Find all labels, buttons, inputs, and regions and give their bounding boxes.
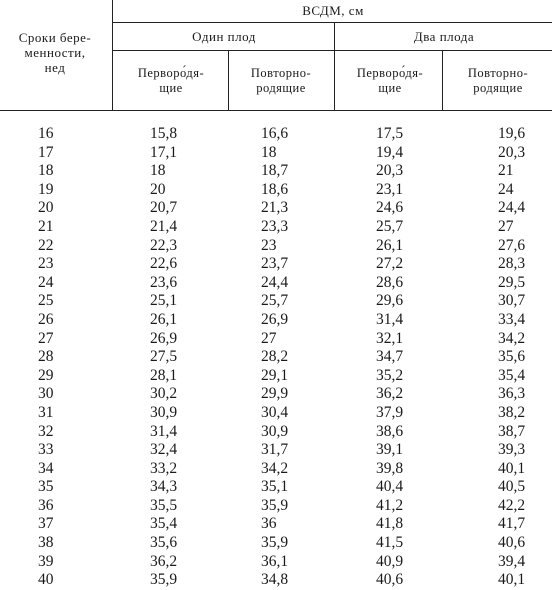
fundal-height-cell: 39,3 [498, 441, 526, 459]
fundal-height-cell: 34,7 [376, 348, 404, 366]
fundal-height-cell: 26,9 [261, 310, 289, 328]
gestation-week-cell: 37 [38, 515, 54, 533]
fundal-height-cell: 20,7 [150, 199, 178, 217]
fundal-height-cell: 40,5 [498, 478, 526, 496]
table-row [0, 478, 552, 497]
fundal-height-cell: 22,6 [150, 255, 178, 273]
fundal-height-cell: 24,4 [261, 273, 289, 291]
fundal-height-cell: 35,6 [498, 348, 526, 366]
gestation-week-cell: 16 [38, 125, 54, 142]
fundal-height-cell: 41,5 [376, 534, 404, 552]
fundal-height-cell: 24,6 [376, 199, 404, 217]
fundal-height-cell: 29,6 [376, 292, 404, 310]
fundal-height-cell: 35,9 [150, 571, 178, 589]
fundal-height-cell: 35,9 [261, 534, 289, 552]
weeks-column-header: Сроки бере- менности, нед [18, 30, 92, 75]
fundal-height-cell: 29,9 [261, 385, 289, 403]
gestation-week-cell: 24 [38, 273, 54, 291]
table-row [0, 571, 552, 590]
fundal-height-cell: 26,1 [376, 236, 404, 254]
header-vertical-divider-main [112, 0, 113, 110]
table-row [0, 497, 552, 516]
fundal-height-cell: 40,1 [498, 459, 526, 477]
header-vertical-divider-groups [334, 22, 335, 110]
gestation-week-cell: 20 [38, 199, 54, 217]
table-row [0, 330, 552, 349]
fundal-height-cell: 28,6 [376, 273, 404, 291]
gestation-week-cell: 29 [38, 366, 54, 384]
fundal-height-cell: 29,5 [498, 273, 526, 291]
fundal-height-cell: 19,6 [498, 125, 526, 142]
fundal-height-cell: 19,4 [376, 143, 404, 161]
fundal-height-cell: 35,2 [376, 366, 404, 384]
fundal-height-cell: 34,2 [498, 329, 526, 347]
table-row [0, 385, 552, 404]
table-row [0, 404, 552, 423]
table-row [0, 274, 552, 293]
header-vertical-divider-sub2 [442, 50, 443, 110]
fundal-height-cell: 26,1 [150, 310, 178, 328]
fundal-height-cell: 31,7 [261, 441, 289, 459]
gestation-week-cell: 33 [38, 441, 54, 459]
fundal-height-cell: 36,2 [150, 552, 178, 570]
gestation-week-cell: 28 [38, 348, 54, 366]
multiparous-one-fetus-header: Повторно- родящие [250, 66, 312, 95]
fundal-height-cell: 38,6 [376, 422, 404, 440]
fundal-height-group-header: ВСДМ, см [302, 3, 364, 18]
gestation-week-cell: 17 [38, 143, 54, 161]
fundal-height-cell: 36,3 [498, 385, 526, 403]
fundal-height-cell: 39,8 [376, 459, 404, 477]
fundal-height-cell: 33,2 [150, 459, 178, 477]
fundal-height-cell: 35,4 [498, 366, 526, 384]
gestation-week-cell: 23 [38, 255, 54, 273]
fundal-height-cell: 25,7 [261, 292, 289, 310]
one-fetus-header: Один плод [192, 29, 256, 44]
fundal-height-cell: 18,6 [261, 180, 289, 198]
fundal-height-cell: 20,3 [498, 143, 526, 161]
fundal-height-cell: 30,4 [261, 403, 289, 421]
fundal-height-cell: 39,4 [498, 552, 526, 570]
table-row [0, 348, 552, 367]
gestation-week-cell: 21 [38, 217, 54, 235]
fundal-height-cell: 40,1 [498, 571, 526, 589]
fundal-height-cell: 35,5 [150, 496, 178, 514]
fundal-height-cell: 40,9 [376, 552, 404, 570]
fundal-height-cell: 25,7 [376, 217, 404, 235]
table-row [0, 441, 552, 460]
fundal-height-cell: 40,6 [498, 534, 526, 552]
fundal-height-cell: 42,2 [498, 496, 526, 514]
header-horizontal-rule-bottom [0, 110, 552, 111]
fundal-height-cell: 40,6 [376, 571, 404, 589]
fundal-height-cell: 23,7 [261, 255, 289, 273]
gestation-week-cell: 22 [38, 236, 54, 254]
fundal-height-cell: 38,7 [498, 422, 526, 440]
fundal-height-cell: 38,2 [498, 403, 526, 421]
table-row [0, 125, 552, 144]
fundal-height-cell: 28,3 [498, 255, 526, 273]
fundal-height-cell: 18 [150, 162, 166, 180]
fundal-height-cell: 36,1 [261, 552, 289, 570]
fundal-height-cell: 23,1 [376, 180, 404, 198]
table-row [0, 311, 552, 330]
fundal-height-cell: 17,1 [150, 143, 178, 161]
table-row [0, 423, 552, 442]
fundal-height-cell: 15,8 [150, 125, 178, 142]
gestation-week-cell: 27 [38, 329, 54, 347]
fundal-height-cell: 40,4 [376, 478, 404, 496]
table-row [0, 553, 552, 572]
table-row [0, 181, 552, 200]
table-row [0, 460, 552, 479]
fundal-height-cell: 33,4 [498, 310, 526, 328]
table-row [0, 218, 552, 237]
primiparous-two-fetuses-header: Перворо́дя- щие [356, 66, 424, 95]
table-row [0, 292, 552, 311]
gestation-week-cell: 39 [38, 552, 54, 570]
fundal-height-cell: 35,4 [150, 515, 178, 533]
gestation-week-cell: 31 [38, 403, 54, 421]
fundal-height-cell: 32,4 [150, 441, 178, 459]
fundal-height-cell: 24,4 [498, 199, 526, 217]
fundal-height-cell: 27,2 [376, 255, 404, 273]
gestation-week-cell: 19 [38, 180, 54, 198]
fundal-height-cell: 24 [498, 180, 514, 198]
fundal-height-cell: 41,8 [376, 515, 404, 533]
fundal-height-cell: 37,9 [376, 403, 404, 421]
multiparous-two-fetuses-header: Повторно- родящие [467, 66, 529, 95]
fundal-height-cell: 26,9 [150, 329, 178, 347]
fundal-height-cell: 30,2 [150, 385, 178, 403]
header-vertical-divider-sub1 [228, 50, 229, 110]
gestation-week-cell: 36 [38, 496, 54, 514]
fundal-height-cell: 27 [261, 329, 277, 347]
fundal-height-cell: 20,3 [376, 162, 404, 180]
fundal-height-cell: 30,7 [498, 292, 526, 310]
gestation-week-cell: 30 [38, 385, 54, 403]
gestation-week-cell: 35 [38, 478, 54, 496]
header-horizontal-rule-top [113, 22, 552, 23]
fundal-height-cell: 28,1 [150, 366, 178, 384]
fundal-height-cell: 29,1 [261, 366, 289, 384]
fundal-height-cell: 34,2 [261, 459, 289, 477]
gestation-week-cell: 25 [38, 292, 54, 310]
fundal-height-cell: 31,4 [150, 422, 178, 440]
table-row [0, 515, 552, 534]
fundal-height-cell: 27,6 [498, 236, 526, 254]
fundal-height-cell: 21 [498, 162, 514, 180]
fundal-height-cell: 31,4 [376, 310, 404, 328]
fundal-height-cell: 25,1 [150, 292, 178, 310]
fundal-height-cell: 23 [261, 236, 277, 254]
fundal-height-cell: 35,6 [150, 534, 178, 552]
gestation-week-cell: 26 [38, 310, 54, 328]
fundal-height-cell: 18,7 [261, 162, 289, 180]
fundal-height-cell: 21,4 [150, 217, 178, 235]
table-row [0, 367, 552, 386]
fundal-height-cell: 16,6 [261, 125, 289, 142]
primiparous-one-fetus-header: Перворо́дя- щие [137, 66, 205, 95]
fundal-height-cell: 34,8 [261, 571, 289, 589]
fundal-height-cell: 35,9 [261, 496, 289, 514]
table-row [0, 199, 552, 218]
fundal-height-cell: 27 [498, 217, 514, 235]
table-row [0, 162, 552, 181]
gestation-week-cell: 34 [38, 459, 54, 477]
table-body [0, 125, 552, 590]
fundal-height-cell: 36 [261, 515, 277, 533]
fundal-height-cell: 41,7 [498, 515, 526, 533]
table-row [0, 144, 552, 163]
fundal-height-cell: 30,9 [261, 422, 289, 440]
fundal-height-cell: 41,2 [376, 496, 404, 514]
fundal-height-cell: 36,2 [376, 385, 404, 403]
fundal-height-cell: 27,5 [150, 348, 178, 366]
fundal-height-cell: 34,3 [150, 478, 178, 496]
fundal-height-cell: 39,1 [376, 441, 404, 459]
fundal-height-cell: 17,5 [376, 125, 404, 142]
table-row [0, 237, 552, 256]
fundal-height-cell: 23,3 [261, 217, 289, 235]
fundal-height-cell: 20 [150, 180, 166, 198]
table-row [0, 255, 552, 274]
fundal-height-cell: 35,1 [261, 478, 289, 496]
fundal-height-cell: 23,6 [150, 273, 178, 291]
fundal-height-cell: 21,3 [261, 199, 289, 217]
fundal-height-cell: 30,9 [150, 403, 178, 421]
gestation-week-cell: 18 [38, 162, 54, 180]
fundal-height-cell: 32,1 [376, 329, 404, 347]
gestation-week-cell: 40 [38, 571, 54, 589]
header-horizontal-rule-mid [113, 50, 552, 51]
table-row [0, 534, 552, 553]
fundal-height-cell: 28,2 [261, 348, 289, 366]
gestation-week-cell: 38 [38, 534, 54, 552]
fundal-height-cell: 22,3 [150, 236, 178, 254]
gestation-week-cell: 32 [38, 422, 54, 440]
fundal-height-cell: 18 [261, 143, 277, 161]
two-fetuses-header: Два плода [413, 29, 475, 44]
